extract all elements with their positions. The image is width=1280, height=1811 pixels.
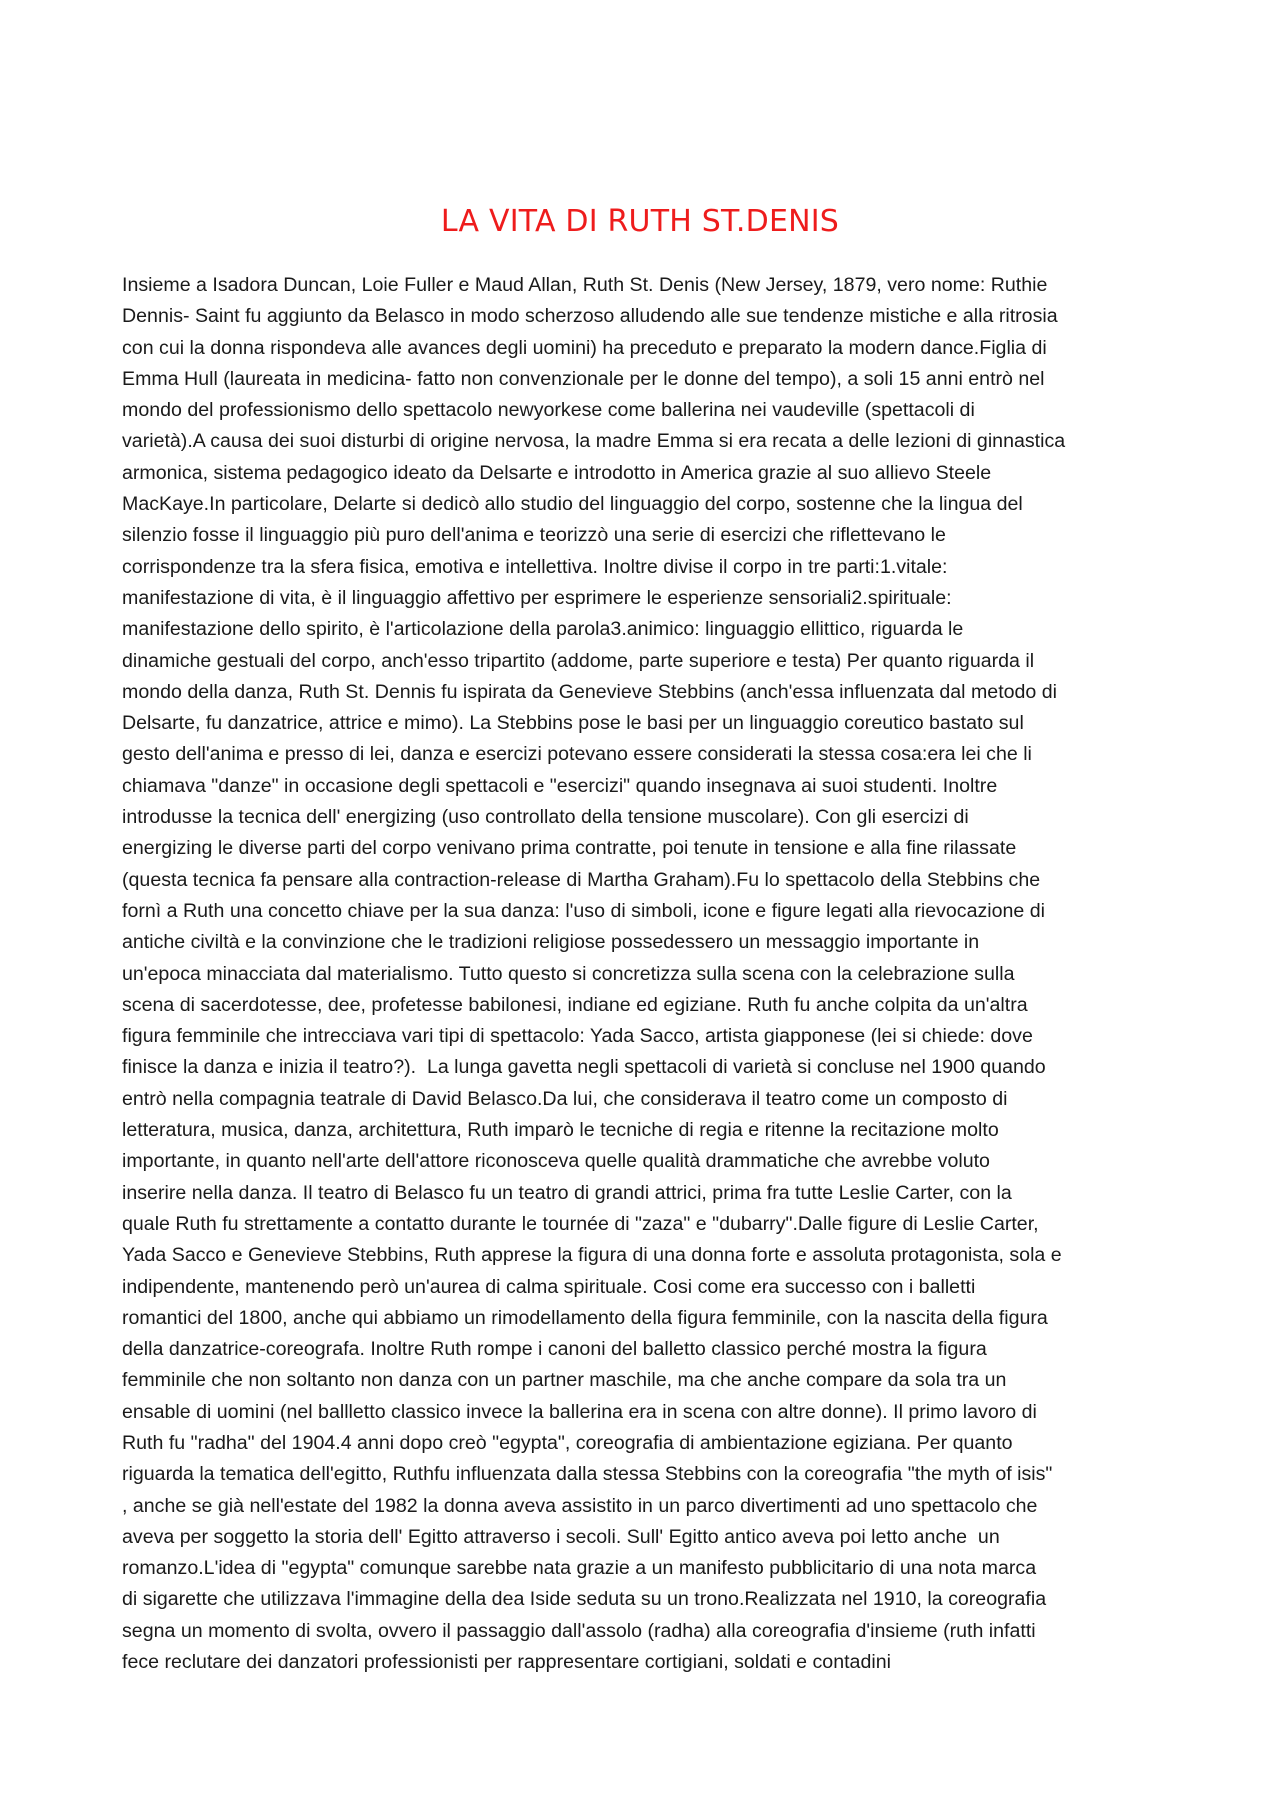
text-line: indipendente, mantenendo però un'aurea di calma spirituale. Cosi come era successo con i balletti	[122, 1275, 976, 1298]
page-title: LA VITA DI RUTH ST.DENIS	[440, 204, 840, 239]
text-line: femminile che non soltanto non danza con un partner maschile, ma che anche compare da sola tra un	[122, 1369, 1007, 1392]
text-line: introdusse la tecnica dell' energizing (uso controllato della tensione muscolare). Con gli esercizi di	[122, 806, 969, 829]
text-line: finisce la danza e inizia il teatro?). La lunga gavetta negli spettacoli di varietà si concluse nel 1900 quando	[122, 1056, 1046, 1079]
text-line: fece reclutare dei danzatori professionisti per rappresentare cortigiani, soldati e contadini	[122, 1651, 891, 1674]
text-line: (questa tecnica fa pensare alla contraction-release di Martha Graham).Fu lo spettacolo della Stebbins che	[122, 868, 1041, 891]
text-line: figura femminile che intrecciava vari tipi di spettacolo: Yada Sacco, artista giapponese (lei si chiede: dove	[122, 1025, 1033, 1048]
text-line: entrò nella compagnia teatrale di David Belasco.Da lui, che considerava il teatro come un composto di	[122, 1087, 1008, 1110]
text-line: energizing le diverse parti del corpo venivano prima contratte, poi tenute in tensione e alla fine rilassate	[122, 837, 1017, 860]
text-line: con cui la donna rispondeva alle avances degli uomini) ha preceduto e preparato la modern dance.Figlia di	[122, 336, 1047, 359]
text-line: manifestazione dello spirito, è l'articolazione della parola3.animico: linguaggio ellittico, riguarda le	[122, 618, 964, 641]
text-line: armonica, sistema pedagogico ideato da Delsarte e introdotto in America grazie al suo allievo Steele	[122, 461, 992, 484]
text-line: letteratura, musica, danza, architettura, Ruth imparò le tecniche di regia e ritenne la recitazione molto	[122, 1119, 999, 1142]
text-line: Emma Hull (laureata in medicina- fatto non convenzionale per le donne del tempo), a soli 15 anni entrò nel	[122, 367, 1045, 390]
text-line: mondo della danza, Ruth St. Dennis fu ispirata da Genevieve Stebbins (anch'essa influenzata dal metodo di	[122, 680, 1058, 703]
text-line: Delsarte, fu danzatrice, attrice e mimo). La Stebbins pose le basi per un linguaggio coreutico bastato sul	[122, 712, 1024, 735]
text-line: mondo del professionismo dello spettacolo newyorkese come ballerina nei vaudeville (spettacoli di	[122, 399, 975, 422]
text-line: della danzatrice-coreografa. Inoltre Ruth rompe i canoni del balletto classico perché mostra la figura	[122, 1338, 987, 1361]
text-line: inserire nella danza. Il teatro di Belasco fu un teatro di grandi attrici, prima fra tutte Leslie Carter, con la	[122, 1181, 1012, 1204]
text-line: Insieme a Isadora Duncan, Loie Fuller e Maud Allan, Ruth St. Denis (New Jersey, 1879, vero nome: Ruthie	[122, 274, 1048, 296]
text-line: manifestazione di vita, è il linguaggio affettivo per esprimere le esperienze sensoriali2.spirituale:	[122, 586, 952, 609]
text-line: scena di sacerdotesse, dee, profetesse babilonesi, indiane ed egiziane. Ruth fu anche colpita da un'altra	[122, 993, 1028, 1016]
text-line: , anche se già nell'estate del 1982 la donna aveva assistito in un parco divertimenti ad uno spettacolo che	[122, 1494, 1038, 1517]
text-line: Yada Sacco e Genevieve Stebbins, Ruth apprese la figura di una donna forte e assoluta protagonista, sola e	[122, 1244, 1062, 1267]
text-line: gesto dell'anima e presso di lei, danza e esercizi potevano essere considerati la stessa cosa:era lei che li	[122, 743, 1032, 766]
text-line: quale Ruth fu strettamente a contatto durante le tournée di "zaza" e "dubarry".Dalle figure di Leslie Carter,	[122, 1212, 1039, 1235]
body-paragraph	[122, 270, 1172, 1678]
text-line: romantici del 1800, anche qui abbiamo un rimodellamento della figura femminile, con la nascita della figura	[122, 1306, 1048, 1329]
text-line: un'epoca minacciata dal materialismo. Tutto questo si concretizza sulla scena con la celebrazione sulla	[122, 962, 1015, 985]
text-line: segna un momento di svolta, ovvero il passaggio dall'assolo (radha) alla coreografia d'insieme (ruth infatti	[122, 1619, 1036, 1642]
text-line: importante, in quanto nell'arte dell'attore riconosceva quelle qualità drammatiche che avrebbe voluto	[122, 1150, 990, 1173]
text-line: di sigarette che utilizzava l'immagine della dea Iside seduta su un trono.Realizzata nel 1910, la coreografia	[122, 1588, 1047, 1611]
text-line: chiamava "danze" in occasione degli spettacoli e "esercizi" quando insegnava ai suoi studenti. Inoltre	[122, 774, 998, 797]
text-line: silenzio fosse il linguaggio più puro dell'anima e teorizzò una serie di esercizi che riflettevano le	[122, 524, 946, 547]
text-line: antiche civiltà e la convinzione che le tradizioni religiose possedessero un messaggio importante in	[122, 931, 980, 954]
text-line: ensable di uomini (nel ballletto classico invece la ballerina era in scena con altre donne). Il primo lavoro di	[122, 1400, 1037, 1423]
text-line: Dennis- Saint fu aggiunto da Belasco in modo scherzoso alludendo alle sue tendenze mistiche e alla ritrosia	[122, 305, 1058, 328]
text-line: aveva per soggetto la storia dell' Egitto attraverso i secoli. Sull' Egitto antico aveva poi letto anche un	[122, 1525, 1000, 1548]
text-line: romanzo.L'idea di "egypta" comunque sarebbe nata grazie a un manifesto pubblicitario di una nota marca	[122, 1557, 1037, 1580]
text-line: corrispondenze tra la sfera fisica, emotiva e intellettiva. Inoltre divise il corpo in tre parti:1.vitale:	[122, 555, 948, 578]
text-line: dinamiche gestuali del corpo, anch'esso tripartito (addome, parte superiore e testa) Per quanto riguarda il	[122, 649, 1035, 672]
text-line: MacKaye.In particolare, Delarte si dedicò allo studio del linguaggio del corpo, sostenne che la lingua del	[122, 493, 1023, 516]
text-line: riguarda la tematica dell'egitto, Ruthfu influenzata dalla stessa Stebbins con la coreografia "the myth of isis"	[122, 1463, 1053, 1486]
text-line: fornì a Ruth una concetto chiave per la sua danza: l'uso di simboli, icone e figure legati alla rievocazione di	[122, 899, 1046, 922]
text-line: Ruth fu "radha" del 1904.4 anni dopo creò "egypta", coreografia di ambientazione egiziana. Per quanto	[122, 1431, 1013, 1454]
text-line: varietà).A causa dei suoi disturbi di origine nervosa, la madre Emma si era recata a delle lezioni di ginnastica	[122, 430, 1066, 453]
